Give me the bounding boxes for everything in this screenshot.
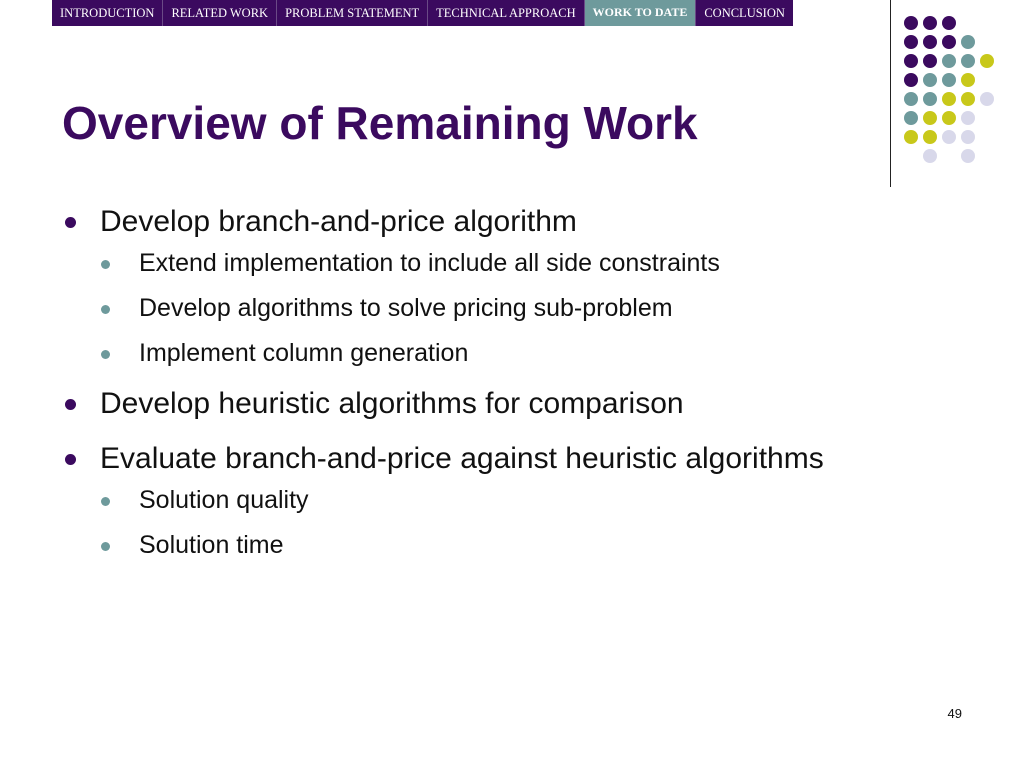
decor-dot (980, 92, 994, 106)
decor-dot (942, 73, 956, 87)
nav-tab-technical-approach[interactable]: TECHNICAL APPROACH (428, 0, 584, 26)
decor-dot (923, 54, 937, 68)
decor-dot (942, 35, 956, 49)
decor-dot (904, 73, 918, 87)
sub-bullet-list (100, 247, 862, 369)
slide-title: Overview of Remaining Work (62, 97, 698, 149)
decor-dot (904, 130, 918, 144)
decor-dot (923, 73, 937, 87)
sub-bullet-item (100, 484, 862, 516)
bullet-text: Develop branch-and-price algorithm (100, 205, 577, 238)
sub-bullet-dot-icon (101, 497, 110, 506)
bullet-dot-icon (65, 399, 76, 410)
decor-dot (923, 92, 937, 106)
decor-dot (961, 130, 975, 144)
nav-tab-problem-statement[interactable]: PROBLEM STATEMENT (277, 0, 428, 26)
nav-tab-related-work[interactable]: RELATED WORK (163, 0, 277, 26)
sub-bullet-dot-icon (101, 260, 110, 269)
sub-bullet-item (100, 337, 862, 369)
bullet-text: Evaluate branch-and-price against heuristic algorithms (100, 442, 824, 475)
decor-dot (961, 92, 975, 106)
sub-bullet-item (100, 247, 862, 279)
nav-tab-introduction[interactable]: INTRODUCTION (52, 0, 163, 26)
sub-bullet-item (100, 292, 862, 324)
decor-dot (904, 16, 918, 30)
decor-dot (961, 35, 975, 49)
bullet-item (62, 382, 862, 425)
bullet-item (62, 437, 862, 561)
decor-dot (961, 54, 975, 68)
sub-bullet-text: Solution time (139, 531, 284, 559)
bullet-list (62, 200, 862, 574)
decor-dot (923, 16, 937, 30)
decor-dot (961, 73, 975, 87)
decor-dot (942, 16, 956, 30)
decor-dot (942, 111, 956, 125)
decor-dot (961, 149, 975, 163)
sub-bullet-text: Solution quality (139, 486, 309, 514)
decor-dot (942, 54, 956, 68)
header-divider-line (890, 0, 891, 187)
sub-bullet-text: Develop algorithms to solve pricing sub-problem (139, 294, 673, 322)
sub-bullet-item (100, 529, 862, 561)
nav-tab-conclusion[interactable]: CONCLUSION (704, 6, 785, 20)
bullet-item (62, 200, 862, 369)
decor-dot (942, 130, 956, 144)
sub-bullet-list (100, 484, 862, 561)
section-nav-bar (52, 0, 793, 26)
bullet-text: Develop heuristic algorithms for comparison (100, 387, 684, 420)
sub-bullet-dot-icon (101, 305, 110, 314)
sub-bullet-text: Extend implementation to include all side constraints (139, 249, 720, 277)
nav-tab-work-to-date[interactable]: WORK TO DATE (585, 0, 697, 26)
decor-dot (923, 149, 937, 163)
decor-dot (923, 35, 937, 49)
decor-dot (923, 130, 937, 144)
decor-dot (961, 111, 975, 125)
page-number: 49 (947, 706, 962, 721)
sub-bullet-dot-icon (101, 350, 110, 359)
decor-dot (923, 111, 937, 125)
sub-bullet-text: Implement column generation (139, 339, 469, 367)
decor-dot (942, 92, 956, 106)
decor-dot (904, 35, 918, 49)
bullet-dot-icon (65, 454, 76, 465)
bullet-dot-icon (65, 217, 76, 228)
decor-dot (904, 54, 918, 68)
decor-dot (904, 111, 918, 125)
sub-bullet-dot-icon (101, 542, 110, 551)
decor-dot (980, 54, 994, 68)
decor-dot (904, 92, 918, 106)
